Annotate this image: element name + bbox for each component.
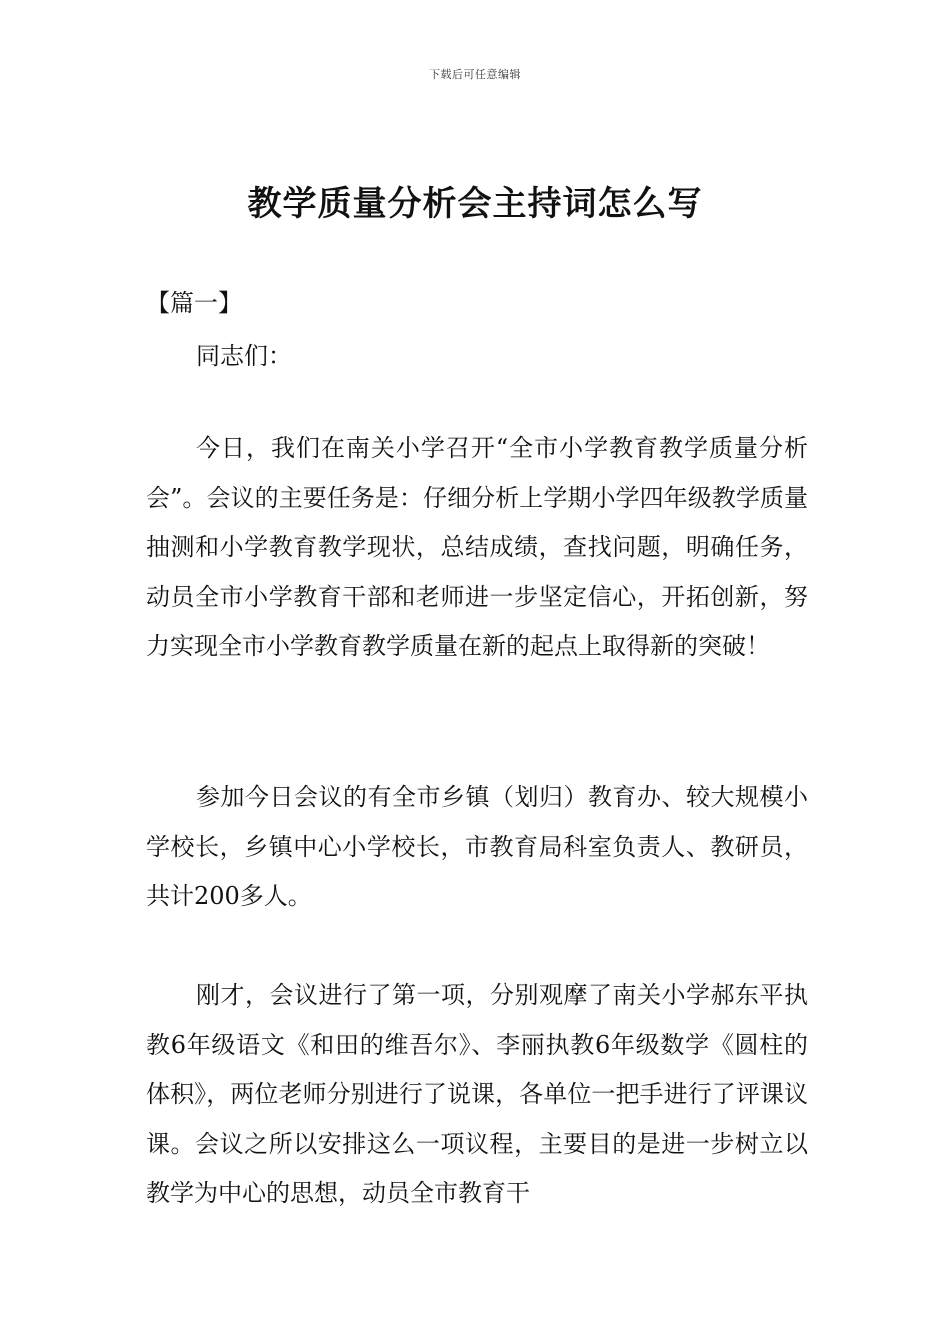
salutation: 同志们：	[196, 342, 292, 370]
section-label: 【篇一】	[146, 289, 242, 317]
paragraph-agenda: 刚才，会议进行了第一项，分别观摩了南关小学郝东平执教6年级语文《和田的维吾尔》、李丽执教6年级数学《圆柱的体积》，两位老师分别进行了说课，各单位一把手进行了评课议课。会议之所以安排这么一项议程，主要目的是进一步树立以教学为中心的思想，动员全市教育干	[146, 981, 808, 1207]
paragraph-opening: 今日，我们在南关小学召开“全市小学教育教学质量分析会”。会议的主要任务是：仔细分析上学期小学四年级教学质量抽测和小学教育教学现状，总结成绩，查找问题，明确任务，动员全市小学教育干部和老师进一步坚定信心，开拓创新，努力实现全市小学教育教学质量在新的起点上取得新的突破！	[146, 434, 808, 660]
document-title: 教学质量分析会主持词怎么写	[247, 184, 703, 224]
paragraph-attendees: 参加今日会议的有全市乡镇（划归）教育办、较大规模小学校长，乡镇中心小学校长，市教育局科室负责人、教研员，共计200多人。	[146, 783, 808, 910]
header-note: 下载后可任意编辑	[429, 68, 521, 81]
